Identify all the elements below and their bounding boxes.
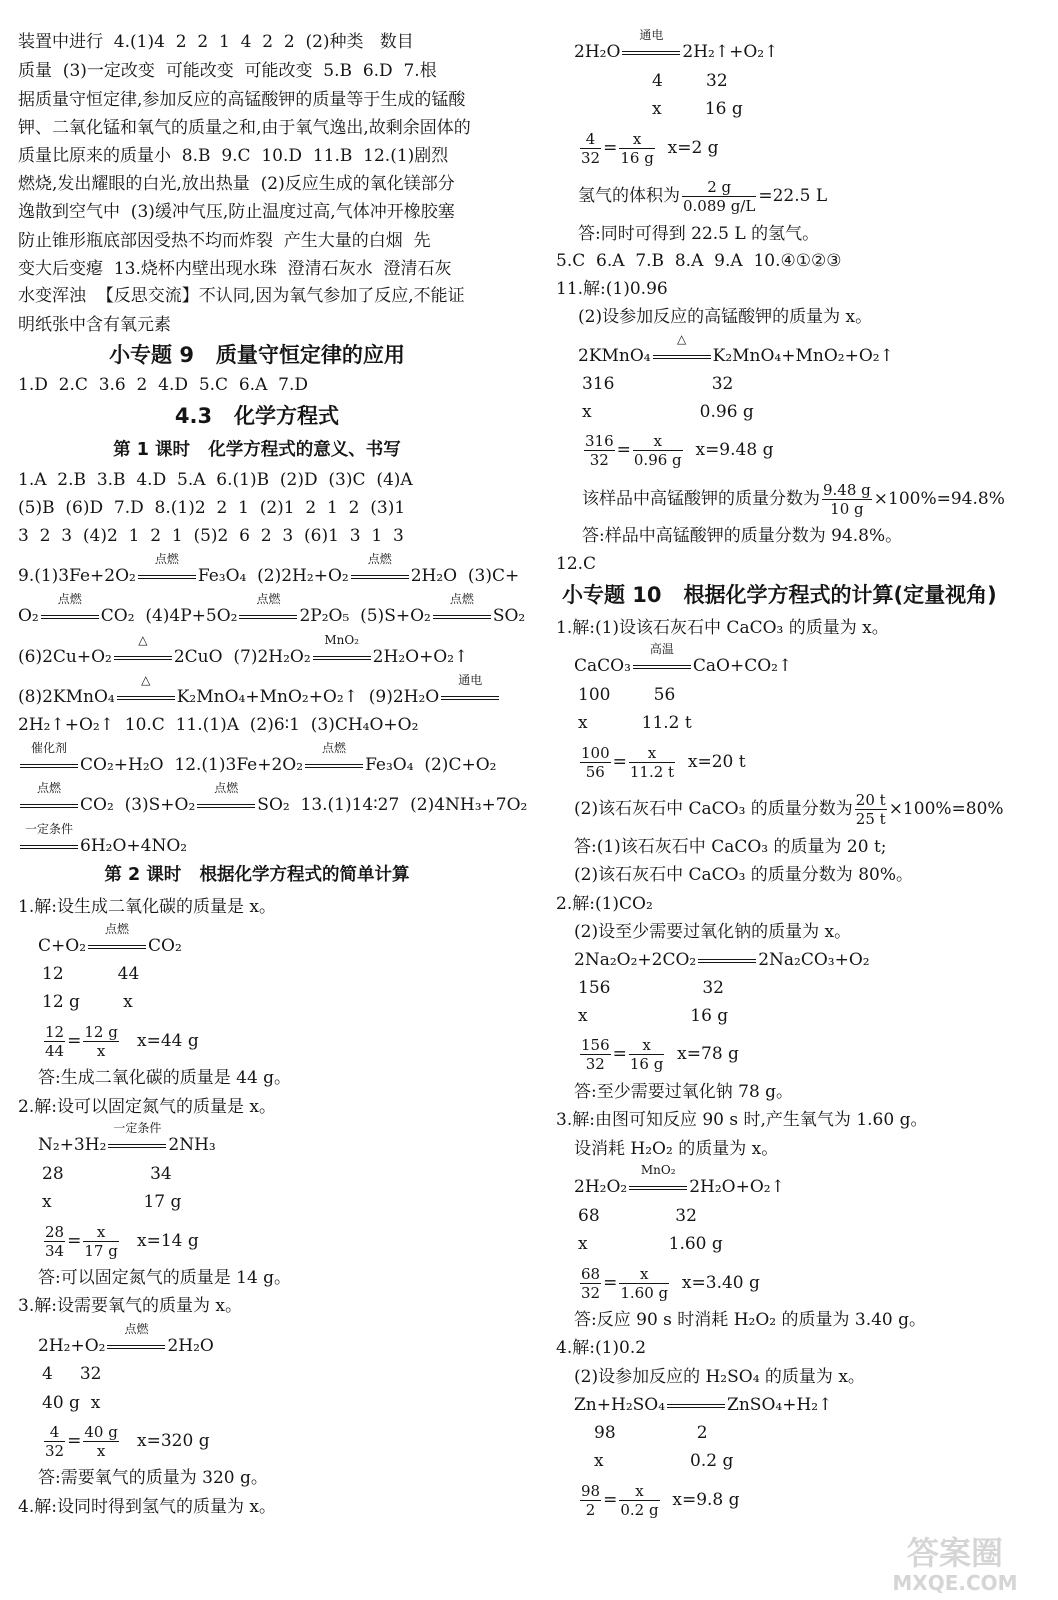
text-line: 答:生成二氧化碳的质量是 44 g。 [38, 1068, 292, 1088]
text-line: 3.解:由图可知反应 90 s 时,产生氧气为 1.60 g。 [556, 1110, 928, 1130]
text-line: 点燃 CO₂ (3)S+O₂ 点燃 SO₂ 13.(1)14∶27 (2)4NH₃+7O₂ [18, 797, 527, 814]
text-line: 2KMnO₄ △ K₂MnO₄+MnO₂+O₂↑ [578, 332, 894, 366]
text-line: $\frac{156}{32}$ = $\frac{x}{16 g}$ x=78 g [581, 1036, 739, 1073]
reaction-condition: MnO₂ [629, 1179, 687, 1196]
text-line: (2)该石灰石中 CaCO₃ 的质量分数为 $\frac{20 t}{25 t}$ ×100%=80% [574, 791, 1004, 828]
text-line: (2)设至少需要过氧化钠的质量为 x。 [574, 922, 852, 942]
reaction-condition: MnO₂ [313, 649, 371, 666]
fraction: $\frac{40 g}{x}$ [84, 1423, 118, 1460]
text-line: x 17 g [42, 1192, 182, 1212]
text-line: 氢气的体积为 $\frac{2 g}{0.089 g/L}$ =22.5 L [578, 178, 828, 215]
reaction-condition: 高温 [633, 658, 691, 675]
fraction: $\frac{x}{16 g}$ [620, 130, 654, 167]
text-line: 2.解:(1)CO₂ [556, 894, 653, 914]
fraction: $\frac{4}{32}$ [45, 1423, 65, 1460]
text-line: 答:需要氧气的质量为 320 g。 [38, 1468, 268, 1488]
fraction: $\frac{68}{32}$ [581, 1265, 601, 1302]
text-line: Zn+H₂SO₄ ZnSO₄+H₂↑ [574, 1395, 833, 1415]
text-line: CaCO₃ 高温 CaO+CO₂↑ [574, 642, 793, 676]
text-line: 98 2 [594, 1423, 708, 1443]
fraction: $\frac{98}{2}$ [581, 1482, 601, 1519]
text-line: 答:同时可得到 22.5 L 的氢气。 [578, 224, 820, 244]
text-line: 设消耗 H₂O₂ 的质量为 x。 [574, 1139, 779, 1159]
reaction-condition: △ [117, 689, 175, 706]
text-line: x 16 g [578, 1006, 729, 1026]
text-line: 156 32 [578, 978, 724, 998]
text-line: (2)设参加反应的 H₂SO₄ 的质量为 x。 [574, 1367, 865, 1387]
text-line: 100 56 [578, 685, 676, 705]
reaction-condition: 催化剂 [20, 757, 78, 774]
text-line: 2H₂O₂ MnO₂ 2H₂O+O₂↑ [574, 1163, 785, 1197]
fraction: $\frac{12}{44}$ [45, 1023, 65, 1060]
text-line: 40 g x [42, 1393, 101, 1413]
fraction: $\frac{4}{32}$ [581, 130, 601, 167]
text-line: 1.D 2.C 3.6 2 4.D 5.C 6.A 7.D [18, 375, 309, 395]
reaction-condition: 点燃 [107, 1338, 165, 1355]
text-line: 1.A 2.B 3.B 4.D 5.A 6.(1)B (2)D (3)C (4)A [18, 470, 413, 490]
reaction-condition: 通电 [622, 44, 680, 61]
text-line: (2)该石灰石中 CaCO₃ 的质量分数为 80%。 [574, 865, 913, 885]
fraction: $\frac{9.48 g}{10 g}$ [823, 481, 871, 518]
text-line: 一定条件 6H₂O+4NO₂ [18, 838, 187, 855]
text-line: 明纸张中含有氧元素 [18, 315, 171, 335]
text-line: $\frac{68}{32}$ = $\frac{x}{1.60 g}$ x=3.40 g [581, 1265, 760, 1302]
text-line: 5.C 6.A 7.B 8.A 9.A 10.④①②③ [556, 251, 842, 271]
text-line: 11.解:(1)0.96 [556, 279, 668, 299]
fraction: $\frac{156}{32}$ [581, 1036, 610, 1073]
text-line: 3.解:设需要氧气的质量为 x。 [18, 1296, 242, 1316]
text-line: 4 32 [42, 1364, 102, 1384]
fraction: $\frac{100}{56}$ [581, 744, 610, 781]
fraction: $\frac{x}{0.96 g}$ [633, 432, 682, 469]
text-line: 答:(1)该石灰石中 CaCO₃ 的质量为 20 t; [574, 837, 887, 857]
text-line: 答:样品中高锰酸钾的质量分数为 94.8%。 [582, 526, 903, 546]
reaction-condition: 点燃 [239, 608, 297, 625]
watermark-title: 答案圈 [906, 1534, 1004, 1572]
text-line: x 1.60 g [578, 1234, 723, 1254]
text-line: 水变浑浊 【反思交流】不认同,因为氧气参加了反应,不能证 [18, 286, 465, 306]
text-line: x 11.2 t [578, 713, 692, 733]
text-line: $\frac{28}{34}$ = $\frac{x}{17 g}$ x=14 g [45, 1223, 199, 1260]
fraction: $\frac{12 g}{x}$ [84, 1023, 118, 1060]
text-line: x 0.2 g [594, 1451, 734, 1471]
text-line: $\frac{316}{32}$ = $\frac{x}{0.96 g}$ x=9.48 g [585, 432, 774, 469]
text-line: 2Na₂O₂+2CO₂ 2Na₂CO₃+O₂ [574, 950, 870, 970]
text-line: 2.解:设可以固定氮气的质量是 x。 [18, 1097, 276, 1117]
text-line: $\frac{98}{2}$ = $\frac{x}{0.2 g}$ x=9.8 g [581, 1482, 740, 1519]
section-heading: 小专题 10 根据化学方程式的计算(定量视角) [562, 583, 997, 607]
section-heading: 第 1 课时 化学方程式的意义、书写 [113, 440, 401, 460]
text-line: 4 32 [652, 71, 728, 91]
section-heading: 4.3 化学方程式 [174, 404, 340, 428]
text-line: 答:可以固定氮气的质量是 14 g。 [38, 1268, 292, 1288]
text-line: 防止锥形瓶底部因受热不均而炸裂 产生大量的白烟 先 [18, 231, 431, 251]
fraction: $\frac{2 g}{0.089 g/L}$ [683, 178, 756, 215]
text-line: 答:反应 90 s 时消耗 H₂O₂ 的质量为 3.40 g。 [574, 1310, 927, 1330]
reaction-condition: 点燃 [20, 797, 78, 814]
text-line: 催化剂 CO₂+H₂O 12.(1)3Fe+2O₂ 点燃 Fe₃O₄ (2)C+O₂ [18, 757, 496, 774]
text-line: 2H₂O 通电 2H₂↑+O₂↑ [574, 28, 779, 62]
text-line: 钾、二氧化锰和氧气的质量之和,由于氧气逸出,故剩余固体的 [18, 118, 471, 138]
fraction: $\frac{x}{16 g}$ [629, 1036, 664, 1073]
text-line: 燃烧,发出耀眼的白光,放出热量 (2)反应生成的氧化镁部分 [18, 174, 455, 194]
reaction-condition: 一定条件 [108, 1137, 166, 1154]
text-line: 质量比原来的质量小 8.B 9.C 10.D 11.B 12.(1)剧烈 [18, 146, 449, 166]
text-line: x 0.96 g [582, 402, 754, 422]
text-line: O₂ 点燃 CO₂ (4)4P+5O₂ 点燃 2P₂O₅ (5)S+O₂ 点燃 SO₂ [18, 592, 526, 626]
reaction-condition: △ [653, 348, 711, 365]
fraction: $\frac{316}{32}$ [585, 432, 614, 469]
text-line: N₂+3H₂ 一定条件 2NH₃ [38, 1121, 216, 1155]
text-line: 据质量守恒定律,参加反应的高锰酸钾的质量等于生成的锰酸 [18, 90, 466, 110]
text-line: 4.解:(1)0.2 [556, 1338, 647, 1358]
fraction: $\frac{x}{0.2 g}$ [620, 1482, 659, 1519]
reaction-condition: 点燃 [197, 797, 255, 814]
text-line: 4.解:设同时得到氢气的质量为 x。 [18, 1497, 276, 1517]
reaction-condition: 一定条件 [20, 838, 78, 855]
text-line: 该样品中高锰酸钾的质量分数为 $\frac{9.48 g}{10 g}$ ×100%=94.8% [582, 481, 1005, 518]
fraction: $\frac{x}{17 g}$ [84, 1223, 118, 1260]
reaction-condition: 点燃 [138, 568, 196, 585]
text-line: 变大后变瘪 13.烧杯内壁出现水珠 澄清石灰水 澄清石灰 [18, 259, 452, 279]
reaction-condition: △ [114, 649, 172, 666]
watermark-url: MXQE.COM [892, 1571, 1018, 1594]
text-line: 68 32 [578, 1206, 697, 1226]
text-line: 装置中进行 4.(1)4 2 2 1 4 2 2 (2)种类 数目 [18, 32, 414, 52]
text-line: $\frac{4}{32}$ = $\frac{x}{16 g}$ x=2 g [581, 130, 719, 167]
reaction-condition: 点燃 [88, 938, 146, 955]
text-line: 12 44 [42, 964, 140, 984]
text-line: 逸散到空气中 (3)缓冲气压,防止温度过高,气体冲开橡胶塞 [18, 202, 455, 222]
reaction-condition: 点燃 [433, 608, 491, 625]
text-line: (5)B (6)D 7.D 8.(1)2 2 1 (2)1 2 1 2 (3)1 [18, 498, 406, 518]
fraction: $\frac{x}{11.2 t}$ [629, 744, 675, 781]
section-heading: 第 2 课时 根据化学方程式的简单计算 [104, 865, 410, 885]
text-line: 1.解:设生成二氧化碳的质量是 x。 [18, 897, 276, 917]
reaction-condition: 点燃 [41, 608, 99, 625]
text-line: x 16 g [652, 99, 743, 119]
text-line: 答:至少需要过氧化钠 78 g。 [574, 1082, 794, 1102]
text-line: 质量 (3)一定改变 可能改变 可能改变 5.B 6.D 7.根 [18, 61, 437, 81]
text-line: 28 34 [42, 1164, 172, 1184]
text-line: 1.解:(1)设该石灰石中 CaCO₃ 的质量为 x。 [556, 618, 889, 638]
reaction-condition: 点燃 [351, 568, 409, 585]
text-line: (2)设参加反应的高锰酸钾的质量为 x。 [578, 307, 873, 327]
text-line: 9.(1)3Fe+2O₂ 点燃 Fe₃O₄ (2)2H₂+O₂ 点燃 2H₂O (3)C+ [18, 552, 520, 586]
fraction: $\frac{28}{34}$ [45, 1223, 65, 1260]
reaction-condition: 点燃 [305, 757, 363, 774]
text-line: C+O₂ 点燃 CO₂ [38, 922, 182, 956]
text-line: 12.C [556, 554, 597, 574]
section-heading: 小专题 9 质量守恒定律的应用 [109, 343, 405, 367]
text-line: 2H₂↑+O₂↑ 10.C 11.(1)A (2)6∶1 (3)CH₄O+O₂ [18, 715, 419, 735]
text-line: $\frac{4}{32}$ = $\frac{40 g}{x}$ x=320 g [45, 1423, 210, 1460]
text-line: (8)2KMnO₄ △ K₂MnO₄+MnO₂+O₂↑ (9)2H₂O 通电 [18, 689, 501, 706]
text-line: 316 32 [582, 374, 734, 394]
text-line: 12 g x [42, 992, 133, 1012]
text-line: 2H₂+O₂ 点燃 2H₂O [38, 1322, 214, 1356]
reaction-condition [698, 952, 756, 969]
text-line: (6)2Cu+O₂ △ 2CuO (7)2H₂O₂ MnO₂ 2H₂O+O₂↑ [18, 633, 469, 667]
fraction: $\frac{x}{1.60 g}$ [620, 1265, 669, 1302]
text-line: $\frac{12}{44}$ = $\frac{12 g}{x}$ x=44 g [45, 1023, 199, 1060]
reaction-condition [667, 1397, 725, 1414]
text-line: $\frac{100}{56}$ = $\frac{x}{11.2 t}$ x=20 t [581, 744, 746, 781]
reaction-condition: 通电 [441, 689, 499, 706]
watermark-logo [866, 1528, 1044, 1594]
text-line: 3 2 3 (4)2 1 2 1 (5)2 6 2 3 (6)1 3 1 3 [18, 526, 404, 546]
fraction: $\frac{20 t}{25 t}$ [855, 791, 886, 828]
